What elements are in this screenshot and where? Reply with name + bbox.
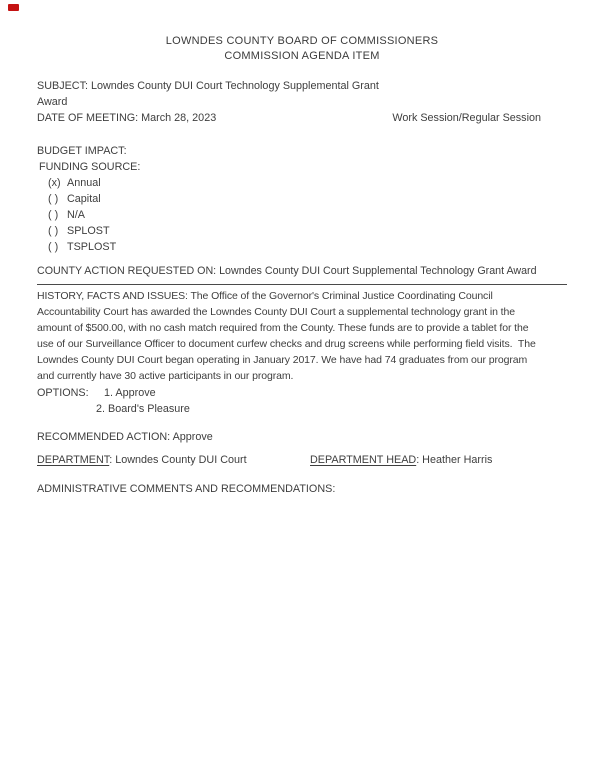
funding-option-annual [48,175,567,191]
funding-source-label: FUNDING SOURCE: [39,161,141,173]
funding-option-label: Annual [67,177,101,189]
funding-option-na [48,207,567,223]
options-label: OPTIONS: [37,387,89,399]
option-approve: 1. Approve [104,387,156,399]
options-line1 [37,385,567,401]
history-line: Lowndes County DUI Court began operating in January 2017. We have had 74 graduates from our program [37,354,528,366]
checkbox-mark-empty: ( ) [48,209,59,221]
recommended-action: RECOMMENDED ACTION: Approve [37,431,213,443]
funding-option-tsplost [48,239,567,255]
history-facts-issues [37,288,567,384]
funding-options-list [48,175,567,255]
department-row [37,452,567,468]
history-line: amount of $500.00, with no cash match required from the County. These funds are to provide a tablet for the [37,322,529,334]
funding-option-label: N/A [67,209,85,221]
department-label: DEPARTMENT [37,454,110,466]
session-type: Work Session/Regular Session [392,112,541,124]
page-subtitle: COMMISSION AGENDA ITEM [224,50,380,62]
subject-block [37,78,567,110]
history-line: HISTORY, FACTS AND ISSUES: The Office of the Governor's Criminal Justice Coordinating Council [37,290,493,302]
department-head-label: DEPARTMENT HEAD [310,454,417,466]
page-title: LOWNDES COUNTY BOARD OF COMMISSIONERS [165,35,439,47]
department-head-value: : Heather Harris [416,454,493,466]
subject-line: SUBJECT: Lowndes County DUI Court Technology Supplemental Grant [37,80,379,92]
date-of-meeting: DATE OF MEETING: March 28, 2023 [37,112,217,124]
options-block [37,385,567,417]
checkbox-mark-empty: ( ) [48,193,59,205]
funding-option-label: TSPLOST [67,241,117,253]
funding-option-label: Capital [67,193,101,205]
administrative-comments: ADMINISTRATIVE COMMENTS AND RECOMMENDATIONS: [37,483,336,495]
history-line: and currently have 30 active participants in our program. [37,370,294,382]
document-header [37,34,567,64]
department-head-field [310,452,492,468]
subject-line-wrap: Award [37,96,68,108]
funding-option-capital [48,191,567,207]
checkbox-mark-empty: ( ) [48,225,59,237]
department-field [37,452,310,468]
history-line: Accountability Court has awarded the Lowndes County DUI Court a supplemental technology grant in the [37,306,515,318]
option-boards-pleasure: 2. Board's Pleasure [96,403,190,415]
history-line: use of our Surveillance Officer to document curfew checks and drug screens while performing field visits. The [37,338,536,350]
budget-impact-label: BUDGET IMPACT: [37,145,127,157]
checkbox-mark-empty: ( ) [48,241,59,253]
county-action-requested: COUNTY ACTION REQUESTED ON: Lowndes County DUI Court Supplemental Technology Grant Award [37,263,567,285]
meeting-date-row [37,110,567,126]
funding-option-splost [48,223,567,239]
department-value: : Lowndes County DUI Court [109,454,247,466]
red-annotation-mark [8,4,19,11]
checkbox-mark-checked: (x) [48,177,61,189]
funding-option-label: SPLOST [67,225,110,237]
